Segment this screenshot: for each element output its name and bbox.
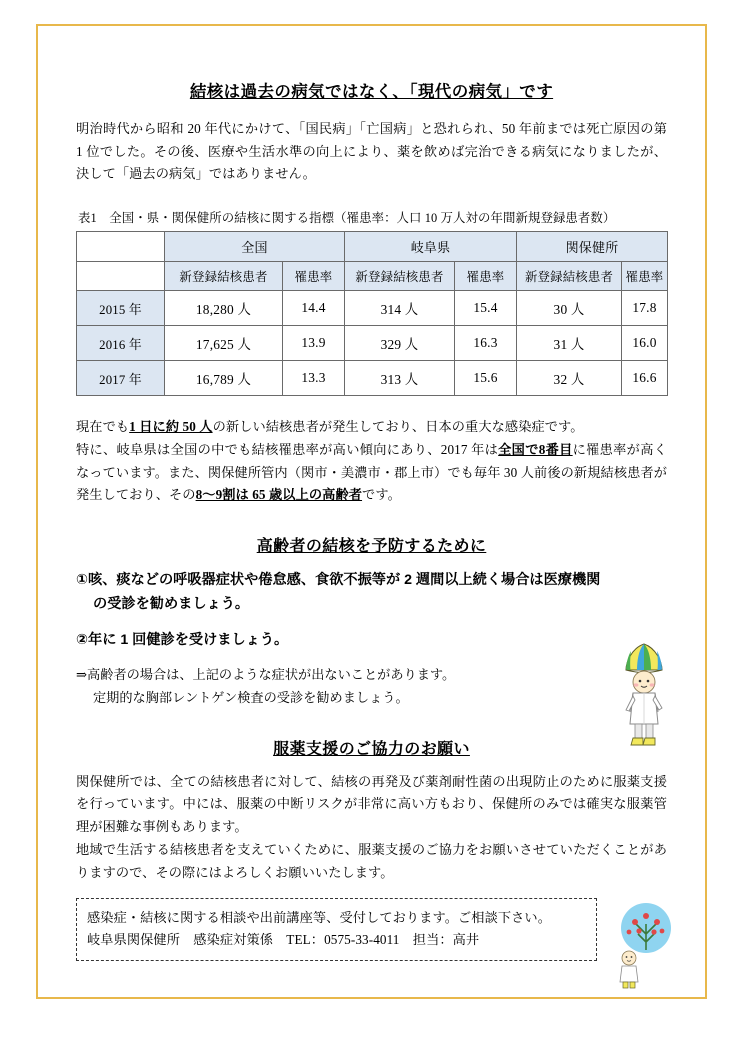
tree-illustration (604, 900, 682, 992)
note-daily-suffix: の新しい結核患者が発生しており、日本の重大な感染症です。 (212, 419, 584, 435)
column-header-seki-patients: 新登録結核患者 (517, 262, 622, 291)
cell-2016-gifu-rate: 16.3 (455, 326, 517, 361)
cell-2017-gifu-patients: 313 人 (345, 361, 455, 396)
table-row (77, 361, 668, 396)
group-header-gifu: 岐阜県 (345, 232, 517, 262)
cell-2015-gifu-patients: 314 人 (345, 291, 455, 326)
tuberculosis-statistics-table (76, 231, 668, 396)
column-header-seki-rate: 罹患率 (622, 262, 668, 291)
cell-2015-national-rate: 14.4 (283, 291, 345, 326)
table-corner-cell (77, 232, 165, 262)
post-table-notes (76, 416, 667, 507)
cell-2016-seki-rate: 16.0 (622, 326, 668, 361)
prevention-item2-main: ②年に 1 回健診を受けましょう。 (76, 632, 289, 649)
note-rank-middle: に罹患率が高くなっています。また、関保健所管内（関市・美濃市・郡上市）でも毎年 30 人前後の新規結核患者が発生しており、その (76, 441, 667, 503)
note-daily-highlight: 1 日に約 50 人 (129, 419, 213, 435)
prevention-list (76, 568, 667, 652)
group-header-seki: 関保健所 (517, 232, 668, 262)
table-column-header-row (77, 262, 668, 291)
prevention-item2-note1: ⇒高齢者の場合は、上記のような症状が出ないことがあります。 (76, 667, 456, 683)
cell-2016-gifu-patients: 329 人 (345, 326, 455, 361)
doctor-illustration (608, 640, 680, 750)
note-gifu-rank (76, 439, 667, 507)
character-under-tree (620, 951, 638, 988)
cell-2017-seki-rate: 16.6 (622, 361, 668, 396)
cell-2015-gifu-rate: 15.4 (455, 291, 517, 326)
support-paragraph-2: 地域で生活する結核患者を支えていくために、服薬支援のご協力をお願いさせていただくことがありますので、その際にはよろしくお願いいたします。 (76, 841, 667, 880)
note-elderly-highlight: 8～9割は 65 歳以上の高齢者 (195, 487, 363, 503)
group-header-national: 全国 (165, 232, 345, 262)
contact-line-1: 感染症・結核に関する相談や出前講座等、受付しております。ご相談下さい。 (87, 910, 552, 926)
table-row (77, 291, 668, 326)
cell-2015-seki-rate: 17.8 (622, 291, 668, 326)
cell-2016-national-patients: 17,625 人 (165, 326, 283, 361)
note-rank-prefix: 特に、岐阜県は全国の中でも結核罹患率が高い傾向にあり、2017 年は (76, 441, 499, 457)
cell-2017-national-patients: 16,789 人 (165, 361, 283, 396)
prevention-item2-note2: 定期的な胸部レントゲン検査の受診を勧めましょう。 (93, 690, 409, 706)
note-daily-prefix: 現在でも (76, 419, 130, 435)
row-header-2015: 2015 年 (77, 291, 165, 326)
column-header-gifu-patients: 新登録結核患者 (345, 262, 455, 291)
contact-line-2: 岐阜県関保健所 感染症対策係 TEL：0575-33-4011 担当：高井 (87, 932, 480, 948)
contact-box (76, 898, 597, 961)
prevention-item1-cont: の受診を勧めましょう。 (93, 596, 250, 613)
cell-2016-seki-patients: 31 人 (517, 326, 622, 361)
umbrella-hat-icon (626, 644, 662, 673)
support-heading: 服薬支援のご協力のお願い (273, 740, 470, 758)
cell-2017-gifu-rate: 15.6 (455, 361, 517, 396)
list-item (76, 628, 667, 652)
cell-2015-national-patients: 18,280 人 (165, 291, 283, 326)
table-row (77, 326, 668, 361)
column-header-gifu-rate: 罹患率 (455, 262, 517, 291)
table-group-header-row (77, 232, 668, 262)
prevention-heading: 高齢者の結核を予防するために (256, 537, 487, 555)
cell-2016-national-rate: 13.9 (283, 326, 345, 361)
prevention-item1-main: ①咳、痰などの呼吸器症状や倦怠感、食欲不振等が 2 週間以上続く場合は医療機関 (76, 571, 601, 588)
cell-2017-national-rate: 13.3 (283, 361, 345, 396)
column-header-national-patients: 新登録結核患者 (165, 262, 283, 291)
column-header-national-rate: 罹患率 (283, 262, 345, 291)
row-header-2017: 2017 年 (77, 361, 165, 396)
cell-2017-seki-patients: 32 人 (517, 361, 622, 396)
cell-2015-seki-patients: 30 人 (517, 291, 622, 326)
list-item (76, 568, 667, 616)
note-rank-suffix: です。 (362, 487, 401, 503)
row-header-2016: 2016 年 (77, 326, 165, 361)
note-daily-cases (76, 416, 667, 439)
face (633, 671, 655, 693)
intro-paragraph: 明治時代から昭和 20 年代にかけて、「国民病」「亡国病」と恐れられ、50 年前までは死亡原因の第 1 位でした。その後、医療や生活水準の向上により、薬を飲めば完治できる病気になりましたが、決して「過去の病気」ではありません。 (76, 121, 667, 182)
table-corner-cell-2 (77, 262, 165, 291)
page-title: 結核は過去の病気ではなく、「現代の病気」です (189, 83, 554, 101)
document-content (76, 78, 667, 961)
table-caption: 表1 全国・県・関保健所の結核に関する指標（罹患率：人口 10 万人対の年間新規登録患者数） (78, 211, 616, 226)
note-rank-highlight: 全国で8番目 (498, 441, 573, 457)
support-paragraph-1: 関保健所では、全ての結核患者に対して、結核の再発及び薬剤耐性菌の出現防止のために服薬支援を行っています。中には、服薬の中断リスクが非常に高い方もおり、保健所のみでは確実な服薬管理が困難な事例もあります。 (76, 773, 667, 835)
